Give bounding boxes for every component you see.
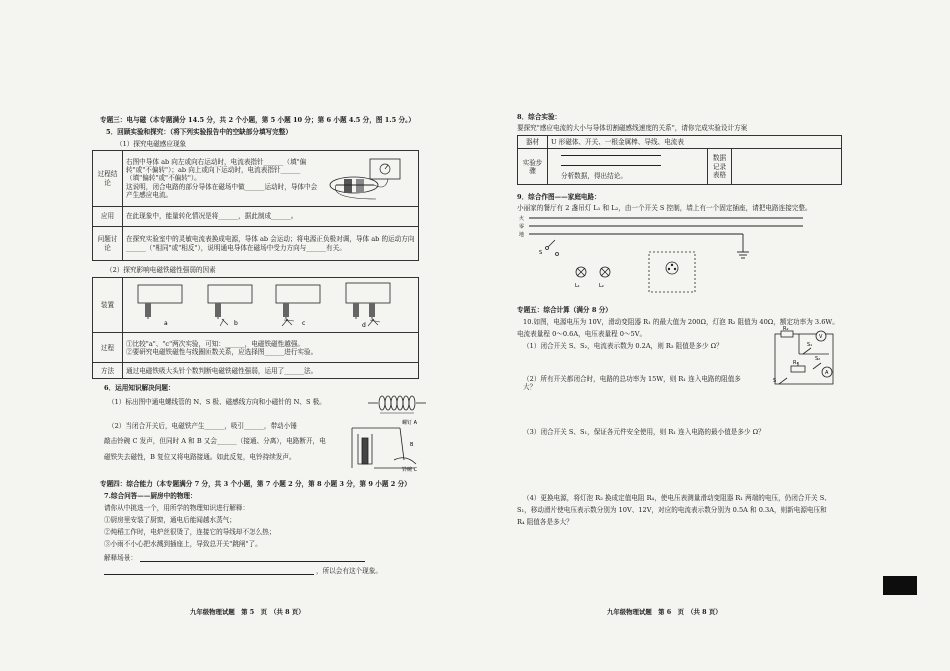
- row-label-method: 方法: [93, 363, 123, 379]
- page-6: [475, 0, 950, 671]
- page5-footer: 九年级物理试题 第 5 页 （共 8 页）: [190, 608, 305, 616]
- bell-label-a: 螺钉 A: [402, 420, 418, 426]
- q7-item-2: ②炖稻工作时，电炉丝很烫了，连接它的导线却不怎么热；: [104, 528, 276, 536]
- q7-item-1: ①厨房里安装了厨窗，通电后能闻越水蒸气；: [104, 516, 236, 524]
- induction-apparatus-figure: [326, 155, 412, 203]
- q8-intro: 要探究"感应电流的大小与导体切割磁感线速度的关系"，请你完成实验设计方案: [517, 124, 748, 132]
- circuit-label-r1: R₁: [793, 360, 799, 366]
- q7-answer-end: ，所以会有这个现象。: [316, 567, 382, 575]
- wire-label-neutral: 零: [519, 224, 525, 230]
- q10-part4-line3: R₄ 阻值各是多大？: [517, 518, 573, 526]
- q5-1-title: （1）探究电磁感应现象: [116, 140, 187, 148]
- process-text-2: 这说明，闭合电路的部分导体在磁场中做______运动时，导体中会产生感应电流。: [126, 182, 318, 199]
- electric-bell-figure: [344, 416, 434, 472]
- q6-title: 6．运用知识解决问题：: [104, 384, 175, 392]
- circuit-label-ammeter: A: [825, 370, 829, 376]
- q6-part1: （1）标出图中通电螺线管的 N、S 极、磁感线方向和小磁针的 N、S 极。: [108, 398, 326, 406]
- tools-text: U 形磁体、开关、一根金属棒、导线、电流表: [548, 136, 842, 149]
- q7-item-3: ③小雨不小心把水溅到插座上，导致总开关"跳闸"了。: [104, 540, 262, 548]
- circuit-label-s2: S₂: [815, 356, 821, 362]
- q10-line1: 10.如图，电源电压为 10V，滑动变阻器 R₁ 的最大值为 200Ω，灯泡 R₂ 阻值为 40Ω，额定功率为 3.6W。: [523, 318, 839, 326]
- q5-2-title: （2）探究影响电磁铁磁性强弱的因素: [106, 266, 216, 274]
- q10-part4-line1: （4）更换电源，将灯泡 R₂ 换成定值电阻 R₄，使电压表测量滑动变阻器 R₁ 两端的电压，仍闭合开关 S、: [523, 494, 831, 502]
- bell-label-c: 铃碗 C: [402, 467, 418, 472]
- q9-title: 9．综合作图——家庭电路：: [517, 193, 601, 201]
- circuit-label-s: S: [773, 378, 777, 384]
- q8-title: 8．综合实验：: [517, 113, 562, 121]
- data-table-blank[interactable]: [732, 149, 842, 185]
- q6-part2-line3: 磁铁失去磁性，B 复位又将电路接通。如此反复，电铃持续发声。: [104, 453, 296, 461]
- q10-line2: 电流表量程 0～0.6A，电压表量程 0～5V。: [517, 330, 647, 338]
- wire-label-earth: 地: [519, 232, 525, 238]
- electromagnet-strength-table: [92, 277, 419, 379]
- application-text: 在此现象中，能量转化情况是将______，据此制成______。: [123, 207, 419, 227]
- electromagnetic-induction-table: [92, 150, 419, 261]
- q7-intro: 请你从中挑选一个，用所学的物理知识进行解释：: [104, 504, 250, 512]
- circuit-label-r2: R₂: [783, 326, 789, 332]
- lamp-label-1: L₁: [575, 283, 580, 289]
- page6-footer: 九年级物理试题 第 6 页 （共 8 页）: [607, 608, 722, 616]
- row-label-process-2: 过程: [93, 333, 123, 363]
- process2-text-2: ②要研究电磁铁磁性与线圈匝数关系，应选择图______进行实验。: [126, 347, 318, 356]
- steps-end-text: 分析数据，得出结论。: [561, 172, 627, 181]
- q10-part2: （2）所有开关都闭合时，电路的总功率为 15W，则 R₁ 连入电路的阻值多大？: [523, 375, 741, 392]
- circuit-label-voltmeter: V: [819, 334, 823, 340]
- q9-intro: 小丽家的餐厅有 2 盏吊灯 L₁ 和 L₂，由一个开关 S 控制，墙上有一个固定插座，请把电路连接完整。: [517, 204, 812, 212]
- q7-answer-line-1[interactable]: [140, 561, 365, 562]
- topic4-header: 专题四：综合能力（本专题满分 7 分，共 3 个小题，第 7 小题 2 分，第 8 小题 3 分，第 9 小题 2 分）: [100, 480, 411, 488]
- row-label-device: 装置: [93, 278, 123, 333]
- solenoid-figure: [366, 389, 428, 415]
- electromagnet-figures: [124, 279, 412, 329]
- steps-line-2[interactable]: [561, 165, 661, 166]
- fig-label-b: b: [234, 320, 238, 327]
- fig-label-c: c: [302, 320, 306, 327]
- bell-label-b: B: [410, 442, 414, 448]
- process2-text-1: ①比较"a"、"c"两次实验，可知：______，电磁铁磁性越强。: [126, 339, 305, 348]
- scan-artifact-mark: [883, 576, 917, 595]
- topic3-header: 专题三：电与磁（本专题满分 14.5 分，共 2 个小题，第 5 小题 10 分；第 6 小题 4.5 分，图 1.5 分。）: [100, 116, 415, 124]
- q7-title: 7.综合问答——厨房中的物理：: [104, 492, 197, 500]
- q7-answer-label: 解释场景：: [104, 554, 137, 562]
- switch-label: S: [539, 250, 543, 256]
- q10-part3: （3）闭合开关 S、S₁，保证各元件安全使用，则 R₁ 连入电路的最小值是多少 Ω？: [523, 428, 765, 436]
- wire-label-live: 火: [519, 216, 525, 222]
- fig-label-d: d: [362, 322, 366, 329]
- row-label-process: 过程结论: [93, 151, 123, 207]
- q6-part2-line2: 敲击铃碗 C 发声，但同时 A 和 B 又会______（接通、分离），电路断开，电: [104, 437, 326, 445]
- q6-part2-line1: （2）当闭合开关后，电磁铁产生______，吸引______，带动小锤: [108, 422, 297, 430]
- topic5-header: 专题五：综合计算（满分 8 分）: [517, 306, 612, 314]
- lamp-label-2: L₂: [599, 283, 604, 289]
- q10-part4-line2: S₁，移动滑片使电压表示数分别为 10V、12V，对应的电流表示数分别为 0.5A 和 0.3A，则新电源电压和: [517, 506, 827, 514]
- q5-title: 5．回顾实验和探究：（将下列实验报告中的空缺部分填写完整）: [106, 128, 292, 136]
- row-label-discussion: 问题讨论: [93, 227, 123, 261]
- row-label-steps: 实验步骤: [518, 149, 548, 185]
- row-label-tools: 器材: [518, 136, 548, 149]
- q8-design-table: [517, 135, 842, 185]
- discussion-text: 在探究实验室中的灵敏电流表换成电源，导体 ab 会运动；将电源正负极对调，导体 ab 的运动方向______（"相同"或"相反"），说明通电导体在磁场中受力方向与______有关。: [123, 227, 419, 261]
- method-text: 通过电磁铁吸大头针个数判断电磁铁磁性强弱，运用了______法。: [123, 363, 419, 379]
- row-label-data-table: 数据记录表格: [708, 149, 732, 185]
- steps-line-1[interactable]: [561, 155, 661, 156]
- q10-circuit-figure: [769, 326, 845, 390]
- process-text-1: 右图中导体 ab 向左或向右运动时，电流表指针______（填"偏转"或"不偏转"）；ab 向上或向下运动时，电流表指针______（填"偏转"或"不偏转"）。: [126, 157, 307, 183]
- q10-part1: （1）闭合开关 S、S₂，电流表示数为 0.2A，则 R₃ 阻值是多少 Ω？: [523, 342, 723, 350]
- household-circuit-figure: [517, 214, 807, 294]
- fig-label-a: a: [164, 320, 168, 327]
- q7-answer-line-2[interactable]: [104, 574, 314, 575]
- circuit-label-s1: S₁: [807, 342, 813, 348]
- row-label-application: 应用: [93, 207, 123, 227]
